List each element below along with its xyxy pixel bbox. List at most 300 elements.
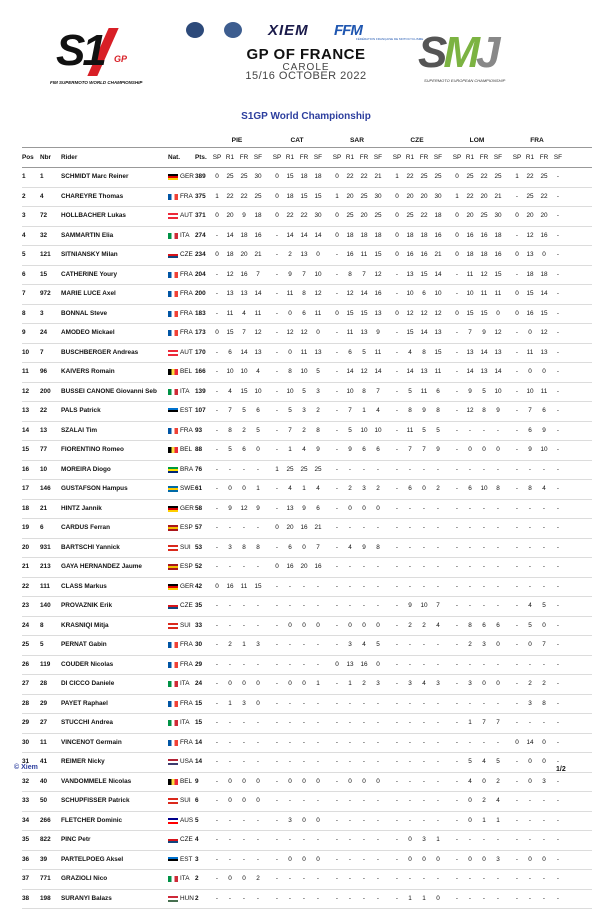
result-cze-fr: 5 (418, 422, 430, 441)
result-pie-r1: 14 (224, 227, 236, 246)
result-sar-sf: - (372, 890, 384, 909)
result-cze-sf: 6 (432, 383, 444, 402)
result-cze-r1: - (404, 539, 416, 558)
result-cat-sf: 0 (312, 324, 324, 343)
result-cze-fr: - (418, 558, 430, 577)
result-cze-fr: - (418, 636, 430, 655)
col-pts: Pts. (195, 148, 211, 167)
rider-pos: 14 (22, 422, 38, 441)
result-lom-sp: - (452, 656, 462, 675)
result-cze-fr: - (418, 695, 430, 714)
result-cze-sf: - (432, 792, 444, 811)
result-fra-sf: - (552, 227, 564, 246)
s1gp-logo-gp: GP (114, 54, 127, 64)
table-row (22, 305, 592, 325)
rider-pos: 36 (22, 851, 38, 870)
result-cze-sp: - (392, 714, 402, 733)
result-pie-fr: - (238, 656, 250, 675)
result-fra-fr: 14 (538, 285, 550, 304)
rider-pos: 24 (22, 617, 38, 636)
rider-number: 931 (40, 539, 58, 558)
result-fra-fr: 0 (538, 363, 550, 382)
result-sar-sp: - (332, 422, 342, 441)
result-lom-fr: - (478, 461, 490, 480)
result-pie-sp: - (212, 773, 222, 792)
result-sar-r1: - (344, 870, 356, 889)
col-cze-r1: R1 (404, 148, 416, 167)
result-sar-r1: - (344, 851, 356, 870)
result-sar-sp: - (332, 500, 342, 519)
result-sar-sp: - (332, 402, 342, 421)
result-pie-fr: 0 (238, 773, 250, 792)
result-pie-r1: 22 (224, 188, 236, 207)
result-fra-r1: 5 (524, 617, 536, 636)
result-pie-sf: 16 (252, 227, 264, 246)
result-cat-sf: - (312, 597, 324, 616)
result-sar-sp: - (332, 266, 342, 285)
result-lom-r1: 13 (464, 344, 476, 363)
result-sar-sf: - (372, 558, 384, 577)
result-sar-sf: 0 (372, 656, 384, 675)
result-lom-fr: 0 (478, 441, 490, 460)
result-cat-sf: 2 (312, 402, 324, 421)
result-pie-sp: - (212, 500, 222, 519)
result-cze-sp: - (392, 773, 402, 792)
result-cat-fr: 20 (298, 558, 310, 577)
result-cze-fr: - (418, 734, 430, 753)
result-lom-r1: - (464, 578, 476, 597)
result-lom-sf: 9 (492, 402, 504, 421)
result-sar-sp: - (332, 519, 342, 538)
rider-pos: 3 (22, 207, 38, 226)
result-lom-r1: - (464, 831, 476, 850)
result-pie-sf: 9 (252, 500, 264, 519)
result-sar-sf: 11 (372, 344, 384, 363)
result-cze-fr: - (418, 578, 430, 597)
result-sar-sp: - (332, 383, 342, 402)
result-lom-r1: 10 (464, 285, 476, 304)
result-sar-fr: - (358, 461, 370, 480)
result-pie-r1: 0 (224, 480, 236, 499)
result-cze-fr: 4 (418, 675, 430, 694)
result-sar-sp: 0 (332, 227, 342, 246)
result-cat-r1: 22 (284, 207, 296, 226)
result-pie-r1: 20 (224, 207, 236, 226)
result-lom-sf: - (492, 578, 504, 597)
result-fra-fr: - (538, 578, 550, 597)
table-row (22, 656, 592, 676)
result-cze-sf: - (432, 519, 444, 538)
result-cat-sp: - (272, 890, 282, 909)
result-cat-r1: 0 (284, 851, 296, 870)
rider-number: 11 (40, 734, 58, 753)
result-pie-fr: - (238, 519, 250, 538)
result-pie-sf: 0 (252, 441, 264, 460)
result-cat-r1: 25 (284, 461, 296, 480)
rider-name: CHAREYRE Thomas (61, 188, 166, 207)
result-lom-fr: 15 (478, 305, 490, 324)
rider-name: KRASNIQI Mitja (61, 617, 166, 636)
result-pie-sp: - (212, 461, 222, 480)
result-sar-sf: 13 (372, 305, 384, 324)
table-row (22, 675, 592, 695)
result-fra-sf: - (552, 305, 564, 324)
result-fra-r1: 15 (524, 285, 536, 304)
result-lom-r1: 0 (464, 792, 476, 811)
result-pie-sp: - (212, 656, 222, 675)
rider-nationality: HUN (180, 890, 200, 909)
result-cat-sf: 0 (312, 246, 324, 265)
result-lom-sf: 4 (492, 792, 504, 811)
result-lom-sf: 15 (492, 266, 504, 285)
result-cat-sp: 1 (272, 461, 282, 480)
flag-ita-icon (168, 233, 178, 239)
result-fra-sf: - (552, 246, 564, 265)
fim-badge-icon (186, 22, 204, 38)
result-sar-fr: 10 (358, 422, 370, 441)
result-cze-r1: 15 (404, 324, 416, 343)
result-cat-sp: - (272, 792, 282, 811)
result-fra-fr: 25 (538, 168, 550, 187)
rider-number: 32 (40, 227, 58, 246)
result-cze-sf: - (432, 558, 444, 577)
result-lom-r1: - (464, 734, 476, 753)
result-cze-r1: 25 (404, 207, 416, 226)
result-sar-r1: 16 (344, 246, 356, 265)
result-fra-fr: 10 (538, 441, 550, 460)
rider-nationality: FRA (180, 285, 200, 304)
result-cat-r1: - (284, 636, 296, 655)
result-lom-sp: - (452, 773, 462, 792)
result-lom-r1: 0 (464, 851, 476, 870)
table-row (22, 539, 592, 559)
result-sar-sf: - (372, 753, 384, 772)
flag-fra-icon (168, 740, 178, 746)
result-sar-r1: - (344, 597, 356, 616)
rider-pos: 1 (22, 168, 38, 187)
result-cat-fr: - (298, 890, 310, 909)
result-cze-r1: - (404, 870, 416, 889)
result-pie-r1: 3 (224, 539, 236, 558)
result-fra-sp: - (512, 363, 522, 382)
result-lom-r1: 15 (464, 305, 476, 324)
rider-nationality: BEL (180, 441, 200, 460)
result-sar-fr: 7 (358, 266, 370, 285)
result-sar-sp: - (332, 851, 342, 870)
result-lom-sf: 14 (492, 363, 504, 382)
result-cze-sp: 0 (392, 305, 402, 324)
result-lom-sp: - (452, 597, 462, 616)
rider-nationality: ESP (180, 558, 200, 577)
result-pie-fr: 3 (238, 695, 250, 714)
result-cat-sp: - (272, 753, 282, 772)
flag-aus-icon (168, 818, 178, 824)
result-pie-fr: 18 (238, 227, 250, 246)
result-cat-fr: 0 (298, 812, 310, 831)
rider-name: KAIVERS Romain (61, 363, 166, 382)
rider-number: 119 (40, 656, 58, 675)
result-sar-sf: 0 (372, 500, 384, 519)
rider-nationality: FRA (180, 188, 200, 207)
rider-points: 57 (195, 519, 211, 538)
table-row (22, 890, 592, 909)
result-pie-sf: 0 (252, 773, 264, 792)
result-fra-sp: - (512, 188, 522, 207)
result-sar-fr: 13 (358, 324, 370, 343)
result-sar-sp: - (332, 617, 342, 636)
result-fra-fr: - (538, 558, 550, 577)
result-lom-sf: - (492, 890, 504, 909)
result-fra-r1: 14 (524, 734, 536, 753)
result-cat-fr: 1 (298, 480, 310, 499)
result-lom-r1: - (464, 539, 476, 558)
result-sar-sp: - (332, 812, 342, 831)
result-sar-sf: - (372, 792, 384, 811)
result-sar-sf: 6 (372, 441, 384, 460)
flag-fra-icon (168, 330, 178, 336)
result-lom-sp: - (452, 383, 462, 402)
result-sar-fr: 14 (358, 285, 370, 304)
result-cat-sf: 0 (312, 773, 324, 792)
result-fra-sp: - (512, 578, 522, 597)
result-cze-r1: 2 (404, 617, 416, 636)
result-pie-fr: 10 (238, 363, 250, 382)
result-pie-sp: - (212, 266, 222, 285)
result-sar-sp: - (332, 558, 342, 577)
table-row (22, 636, 592, 656)
rider-points: 139 (195, 383, 211, 402)
result-lom-sf: - (492, 558, 504, 577)
result-cze-sp: - (392, 500, 402, 519)
rider-name: GUSTAFSON Hampus (61, 480, 166, 499)
result-cze-sf: - (432, 870, 444, 889)
result-pie-r1: 5 (224, 441, 236, 460)
result-sar-fr: - (358, 870, 370, 889)
result-fra-sp: 0 (512, 285, 522, 304)
rider-name: MOREIRA Diogo (61, 461, 166, 480)
result-sar-sf: 16 (372, 285, 384, 304)
result-pie-r1: - (224, 656, 236, 675)
result-lom-sp: 0 (452, 305, 462, 324)
col-cat-r1: R1 (284, 148, 296, 167)
result-cze-sp: - (392, 480, 402, 499)
result-sar-fr: 4 (358, 636, 370, 655)
result-fra-sf: - (552, 734, 564, 753)
result-cat-r1: 1 (284, 441, 296, 460)
result-lom-fr: 4 (478, 753, 490, 772)
result-lom-sf: 0 (492, 305, 504, 324)
result-lom-sf: 10 (492, 383, 504, 402)
result-lom-sf: 11 (492, 285, 504, 304)
result-pie-sp: - (212, 519, 222, 538)
rider-nationality: ITA (180, 714, 200, 733)
col-fra-sf: SF (552, 148, 564, 167)
result-sar-sp: - (332, 363, 342, 382)
rider-nationality: EST (180, 402, 200, 421)
result-cze-sf: - (432, 578, 444, 597)
col-cze-sf: SF (432, 148, 444, 167)
rider-pos: 29 (22, 714, 38, 733)
result-fra-sf: - (552, 480, 564, 499)
flag-esp-icon (168, 564, 178, 570)
result-cat-sp: - (272, 246, 282, 265)
result-lom-sp: - (452, 480, 462, 499)
result-lom-fr: - (478, 422, 490, 441)
result-lom-sp: - (452, 363, 462, 382)
result-cat-fr: 11 (298, 344, 310, 363)
result-pie-r1: 15 (224, 324, 236, 343)
result-pie-r1: - (224, 890, 236, 909)
result-cat-r1: - (284, 890, 296, 909)
result-fra-fr: - (538, 831, 550, 850)
result-fra-r1: 0 (524, 363, 536, 382)
rider-number: 29 (40, 695, 58, 714)
result-cat-sp: 0 (272, 519, 282, 538)
rider-pos: 26 (22, 656, 38, 675)
result-sar-r1: 4 (344, 539, 356, 558)
flag-fra-icon (168, 701, 178, 707)
result-cat-fr: - (298, 714, 310, 733)
flag-est-icon (168, 857, 178, 863)
table-row (22, 753, 592, 773)
result-sar-fr: - (358, 890, 370, 909)
rider-nationality: FRA (180, 305, 200, 324)
result-lom-sp: - (452, 675, 462, 694)
federation-badge-icon (224, 22, 242, 38)
result-fra-sf: - (552, 402, 564, 421)
result-pie-sp: - (212, 870, 222, 889)
result-lom-fr: - (478, 890, 490, 909)
rider-nationality: BEL (180, 773, 200, 792)
col-rider: Rider (61, 148, 161, 167)
result-cze-sf: - (432, 461, 444, 480)
result-sar-sf: 3 (372, 675, 384, 694)
rider-name: PAYET Raphael (61, 695, 166, 714)
result-cat-sp: 0 (272, 168, 282, 187)
col-lom-fr: FR (478, 148, 490, 167)
table-row (22, 188, 592, 208)
result-cat-r1: 4 (284, 480, 296, 499)
result-sar-sf: 7 (372, 383, 384, 402)
flag-cze-icon (168, 603, 178, 609)
result-fra-sp: 0 (512, 305, 522, 324)
result-cat-r1: - (284, 597, 296, 616)
result-cze-sf: - (432, 539, 444, 558)
result-pie-sp: - (212, 305, 222, 324)
result-pie-sf: 5 (252, 422, 264, 441)
result-cze-sf: 13 (432, 324, 444, 343)
result-cat-fr: - (298, 753, 310, 772)
rider-points: 183 (195, 305, 211, 324)
rider-pos: 10 (22, 344, 38, 363)
result-cze-sf: 2 (432, 480, 444, 499)
result-sar-sp: - (332, 773, 342, 792)
result-pie-r1: 10 (224, 363, 236, 382)
result-lom-sf: - (492, 870, 504, 889)
result-lom-r1: - (464, 558, 476, 577)
result-pie-fr: 0 (238, 480, 250, 499)
result-sar-sp: 1 (332, 188, 342, 207)
result-pie-fr: 13 (238, 285, 250, 304)
result-lom-sp: 0 (452, 246, 462, 265)
result-cze-sp: - (392, 402, 402, 421)
col-nbr: Nbr (40, 148, 58, 167)
result-pie-r1: 12 (224, 266, 236, 285)
result-cat-sf: - (312, 792, 324, 811)
result-pie-sf: 1 (252, 480, 264, 499)
result-sar-sf: - (372, 578, 384, 597)
result-cat-r1: 14 (284, 227, 296, 246)
result-sar-sp: 0 (332, 305, 342, 324)
result-fra-sp: - (512, 890, 522, 909)
rider-points: 4 (195, 831, 211, 850)
table-row (22, 168, 592, 188)
result-lom-fr: - (478, 558, 490, 577)
result-lom-sp: - (452, 539, 462, 558)
rider-points: 107 (195, 402, 211, 421)
result-cat-fr: 22 (298, 207, 310, 226)
result-pie-sp: - (212, 812, 222, 831)
result-cze-sf: - (432, 773, 444, 792)
flag-est-icon (168, 408, 178, 414)
result-pie-fr: - (238, 558, 250, 577)
result-cze-sp: - (392, 578, 402, 597)
result-sar-r1: - (344, 519, 356, 538)
result-lom-r1: - (464, 656, 476, 675)
flag-ita-icon (168, 389, 178, 395)
result-fra-sf: - (552, 890, 564, 909)
result-cze-sf: 11 (432, 363, 444, 382)
result-fra-r1: 12 (524, 227, 536, 246)
event-name-fra: FRA (512, 134, 562, 147)
result-sar-sf: 5 (372, 636, 384, 655)
result-sar-sp: - (332, 344, 342, 363)
result-pie-sf: - (252, 831, 264, 850)
flag-aut-icon (168, 213, 178, 219)
col-pie-sf: SF (252, 148, 264, 167)
rider-points: 29 (195, 656, 211, 675)
result-sar-fr: 5 (358, 344, 370, 363)
result-sar-r1: 25 (344, 207, 356, 226)
result-lom-sf: 1 (492, 812, 504, 831)
result-cze-sp: - (392, 519, 402, 538)
result-lom-fr: 18 (478, 246, 490, 265)
result-sar-sf: - (372, 851, 384, 870)
result-cze-sp: - (392, 441, 402, 460)
result-cat-sf: - (312, 695, 324, 714)
rider-nationality: FRA (180, 734, 200, 753)
result-cat-sf: - (312, 890, 324, 909)
result-fra-sp: - (512, 422, 522, 441)
result-cze-r1: 9 (404, 597, 416, 616)
result-cze-r1: - (404, 461, 416, 480)
result-cat-sf: 9 (312, 441, 324, 460)
result-pie-fr: - (238, 831, 250, 850)
result-fra-sf: - (552, 461, 564, 480)
result-cze-fr: - (418, 519, 430, 538)
result-cze-fr: 20 (418, 188, 430, 207)
result-pie-fr: 0 (238, 870, 250, 889)
rider-name: GAYA HERNANDEZ Jaume (61, 558, 166, 577)
result-fra-sp: - (512, 324, 522, 343)
rider-nationality: FRA (180, 636, 200, 655)
result-fra-sf: - (552, 597, 564, 616)
result-pie-r1: 8 (224, 422, 236, 441)
result-cze-sf: 25 (432, 168, 444, 187)
result-cze-sf: 3 (432, 675, 444, 694)
col-fra-sp: SP (512, 148, 522, 167)
event-header-row (22, 134, 592, 148)
